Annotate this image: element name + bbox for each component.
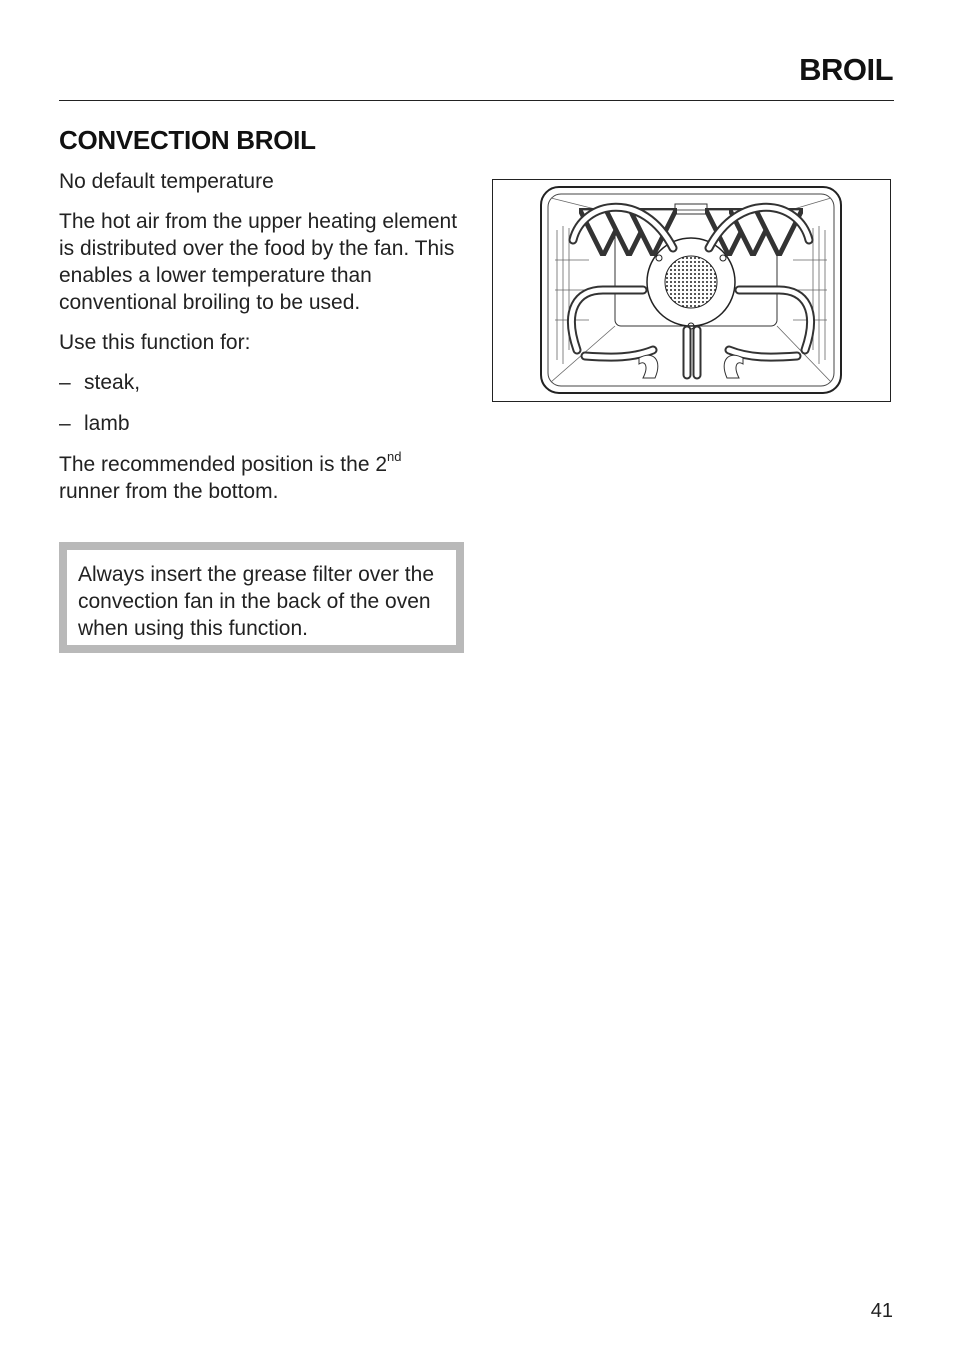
list-item	[59, 410, 469, 437]
body-text	[59, 168, 469, 518]
section-heading: CONVECTION BROIL	[59, 125, 316, 155]
use-intro-text: Use this function for:	[59, 331, 251, 354]
note-text: Always insert the grease filter over the convection fan in the back of the oven when using this function.	[67, 550, 456, 645]
list-dash: –	[59, 412, 71, 435]
note-box	[59, 542, 464, 653]
position-paragraph	[59, 451, 469, 505]
position-text: The recommended position is the 2	[59, 453, 388, 476]
position-text-continued: runner from the bottom.	[59, 480, 279, 503]
oven-figure	[492, 179, 891, 402]
page-header-title: BROIL	[799, 52, 893, 87]
oven-airflow-diagram-icon	[493, 180, 889, 400]
header-divider	[59, 100, 894, 101]
list-item	[59, 369, 469, 396]
page-number: 41	[870, 1300, 893, 1322]
list-item-label: steak,	[84, 371, 141, 394]
ordinal-suffix: nd	[387, 449, 402, 464]
default-temp-text: No default temperature	[59, 170, 274, 193]
list-item-label: lamb	[84, 412, 130, 435]
list-dash: –	[59, 371, 71, 394]
description-paragraph: The hot air from the upper heating element is distributed over the food by the fan. This enables a lower temperature than conventional broiling to be used.	[59, 210, 458, 314]
